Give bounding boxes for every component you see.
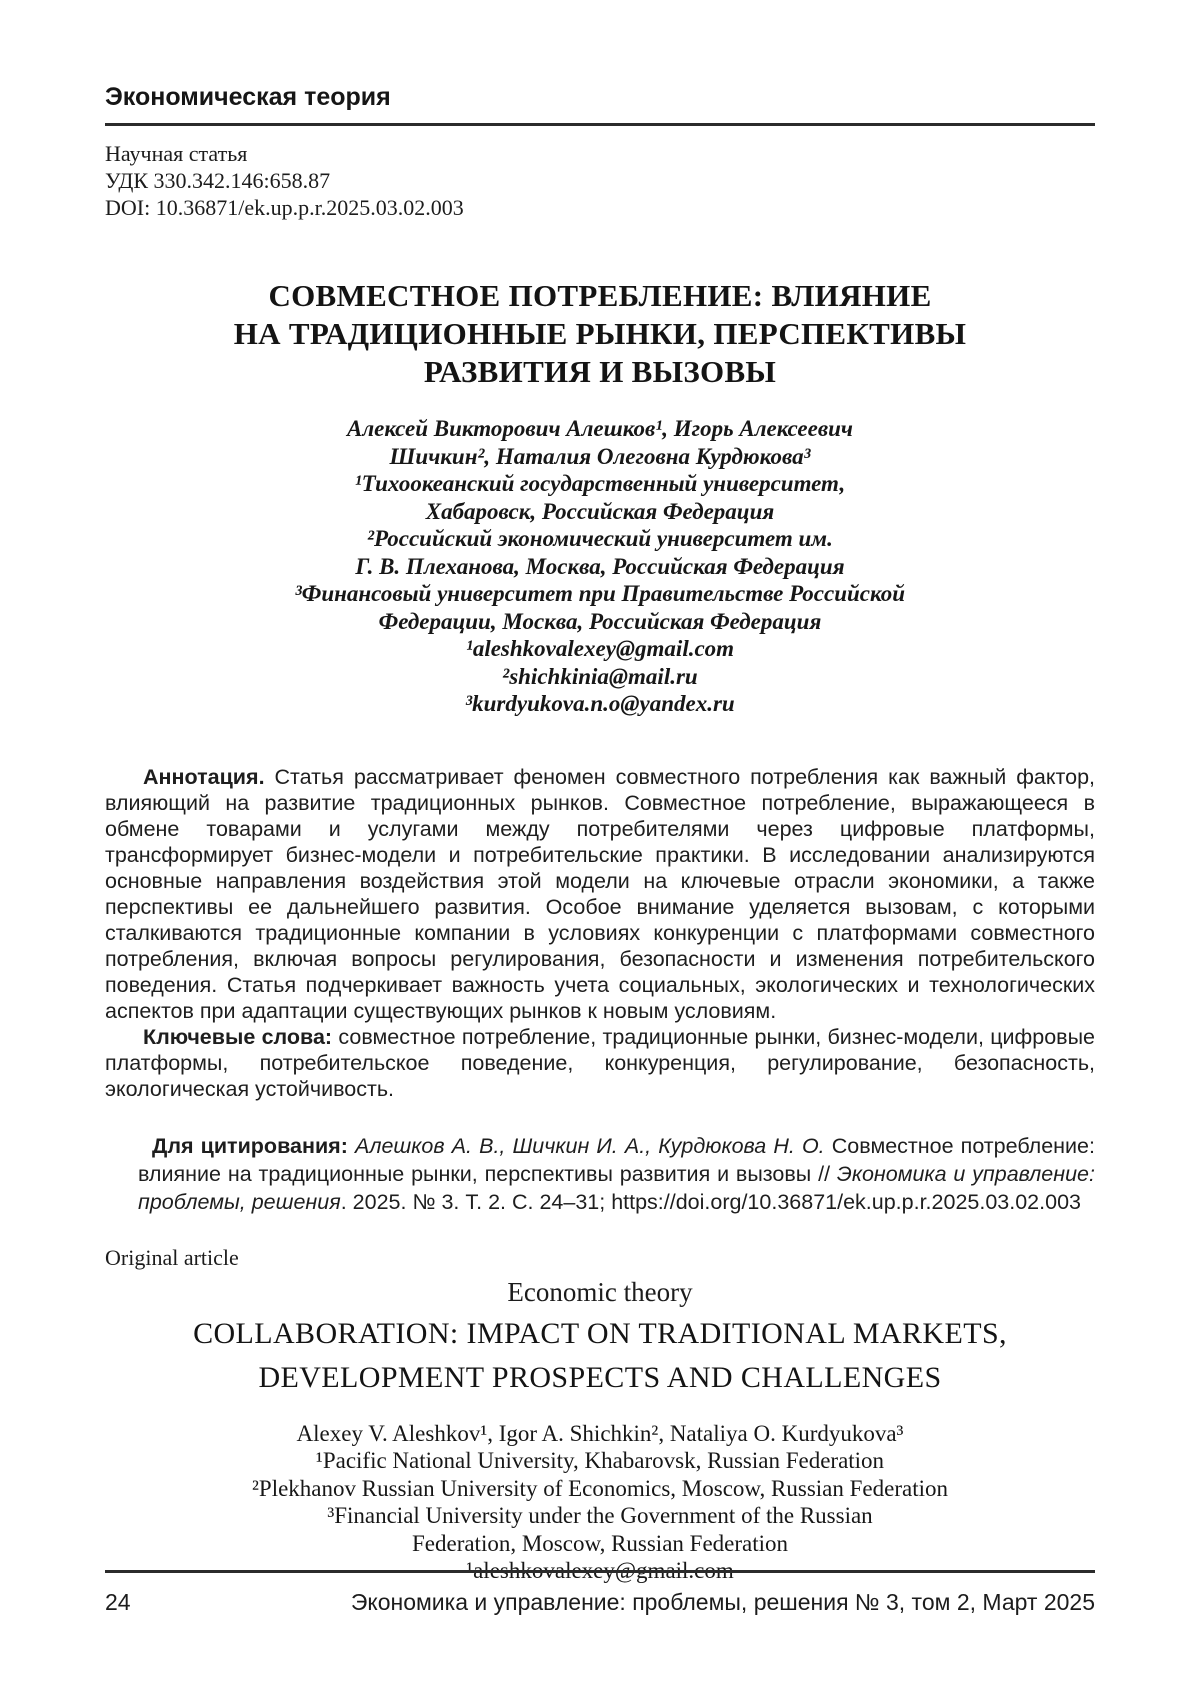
article-title-en: [105, 1312, 1095, 1400]
article-meta: [105, 140, 1095, 221]
title-line: DEVELOPMENT PROSPECTS AND CHALLENGES: [258, 1360, 942, 1394]
author-email: ²shichkinia@mail.ru: [502, 663, 698, 689]
affiliation-line: ¹Тихоокеанский государственный университет,: [354, 471, 846, 496]
author-names-line: Alexey V. Aleshkov¹, Igor A. Shichkin², Nataliya O. Kurdyukova³: [296, 1420, 904, 1446]
author-email: ³kurdyukova.n.o@yandex.ru: [465, 691, 735, 716]
citation-label: Для цитирования:: [152, 1133, 348, 1158]
section-heading-en: Economic theory: [507, 1276, 693, 1307]
affiliation-line: Федерации, Москва, Российская Федерация: [378, 608, 822, 634]
author-names-line: Шичкин², Наталия Олеговна Курдюкова³: [389, 443, 811, 469]
abstract-label: Аннотация.: [143, 764, 265, 789]
section-heading-ru: Экономическая теория: [105, 83, 391, 111]
affiliation-line: ³Financial University under the Government of the Russian: [327, 1503, 873, 1528]
citation-authors: Алешков А. В., Шичкин И. А., Курдюкова Н. О.: [354, 1133, 825, 1158]
journal-info: Экономика и управление: проблемы, решения № 3, том 2, Март 2025: [350, 1589, 1095, 1615]
author-email: ¹aleshkovalexey@gmail.com: [466, 1558, 734, 1583]
citation-text: Совместное потребление: влияние на традиционные рынки, перспективы развития и вызовы //: [138, 1133, 1095, 1186]
title-line: СОВМЕСТНОЕ ПОТРЕБЛЕНИЕ: ВЛИЯНИЕ: [268, 278, 932, 313]
title-line: РАЗВИТИЯ И ВЫЗОВЫ: [423, 354, 777, 389]
keywords-label: Ключевые слова:: [143, 1024, 333, 1049]
citation-paragraph: [138, 1132, 1095, 1216]
doi-number: DOI: 10.36871/ek.up.p.r.2025.03.02.003: [105, 195, 464, 220]
article-type-en: Original article: [105, 1244, 239, 1270]
keywords-text: совместное потребление, традиционные рынки, бизнес-модели, цифровые платформы, потребительское поведение, конкуренция, регулирование, безопасность, экологическая устойчивость.: [105, 1024, 1095, 1101]
authors-block-ru: [105, 415, 1095, 718]
affiliation-line: ²Plekhanov Russian University of Economics, Moscow, Russian Federation: [252, 1475, 948, 1501]
affiliation-line: ¹Pacific National University, Khabarovsk, Russian Federation: [315, 1448, 885, 1473]
page-number: 24: [105, 1589, 131, 1615]
abstract-paragraph: [105, 764, 1095, 1024]
affiliation-line: Federation, Moscow, Russian Federation: [411, 1530, 789, 1556]
udc-number: УДК 330.342.146:658.87: [105, 168, 331, 193]
author-names-line: Алексей Викторович Алешков¹, Игорь Алексеевич: [347, 416, 853, 441]
title-line: COLLABORATION: IMPACT ON TRADITIONAL MARKETS,: [193, 1316, 1007, 1350]
keywords-paragraph: [105, 1024, 1095, 1102]
citation-journal: Экономика и управление: проблемы, решения: [138, 1161, 1095, 1214]
page-footer: [105, 1570, 1095, 1616]
affiliation-line: ²Российский экономический университет им.: [367, 526, 833, 551]
author-email: ¹aleshkovalexey@gmail.com: [465, 636, 735, 661]
article-title-ru: [105, 277, 1095, 391]
article-type-ru: Научная статья: [105, 141, 248, 166]
affiliation-line: Г. В. Плеханова, Москва, Российская Федерация: [355, 553, 845, 579]
citation-reference: . 2025. № 3. Т. 2. С. 24–31; https://doi.org/10.36871/ek.up.p.r.2025.03.02.003: [340, 1189, 1081, 1214]
title-line: НА ТРАДИЦИОННЫЕ РЫНКИ, ПЕРСПЕКТИВЫ: [233, 316, 967, 351]
abstract-text: Статья рассматривает феномен совместного потребления как важный фактор, влияющий на развитие традиционных рынков. Совместное потребление, выражающееся в обмене товарами и услугами между потребителями через цифровые платформы, трансформирует бизнес-модели и потребительские практики. В исследовании анализируются основные направления воздействия этой модели на ключевые отрасли экономики, а также перспективы ее дальнейшего развития. Особое внимание уделяется вызовам, с которыми сталкиваются традиционные компании в условиях конкуренции с платформами совместного потребления, включая вопросы регулирования, безопасности и изменения потребительского поведения. Статья подчеркивает важность учета социальных, экологических и технологических аспектов при адаптации существующих рынков к новым условиям.: [105, 764, 1095, 1023]
authors-block-en: [105, 1420, 1095, 1585]
affiliation-line: Хабаровск, Российская Федерация: [425, 498, 775, 524]
affiliation-line: ³Финансовый университет при Правительстве Российской: [294, 581, 906, 606]
header-rule: [105, 123, 1095, 126]
